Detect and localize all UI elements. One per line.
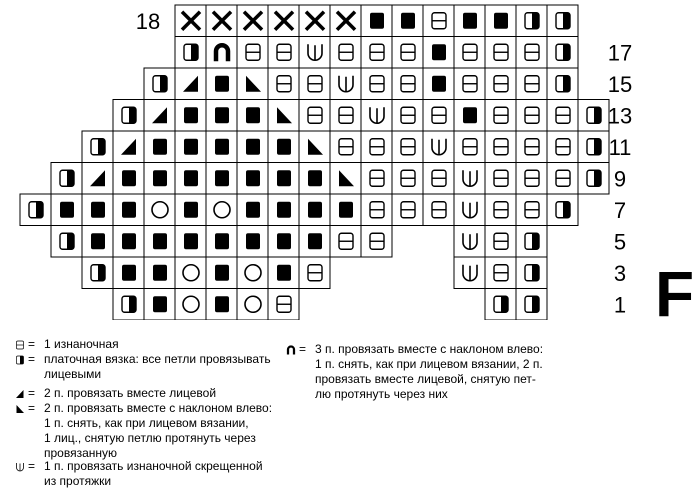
chart-cell-knit xyxy=(206,131,237,163)
legend-text: 3 п. провязать вместе с наклоном влево: 1 п. снять, как при лицевом вязании, 2 п. провязать вместе лицевой, снятую пет- лю протянуть через них xyxy=(315,342,544,401)
chart-cell-purl xyxy=(299,257,330,289)
chart-cell-garter-knit xyxy=(82,131,113,163)
chart-cell-purl xyxy=(268,289,299,321)
chart-cell-knit xyxy=(144,163,175,195)
chart-cell-purl xyxy=(330,37,361,69)
legend-text: 1 п. провязать изнаночной скрещенной из протяжки xyxy=(44,459,263,488)
legend-item-k2tog xyxy=(12,386,216,401)
chart-cell-yarn-over xyxy=(144,194,175,226)
legend-item-purl-through-back-loop xyxy=(12,459,263,489)
chart-cell-knit xyxy=(51,194,82,226)
chart-cell-purl xyxy=(516,194,547,226)
chart-cell-knit xyxy=(268,131,299,163)
purl-icon xyxy=(12,338,28,352)
chart-cell-knit xyxy=(175,226,206,258)
chart-cell-knit xyxy=(237,100,268,132)
chart-cell-knit xyxy=(113,194,144,226)
chart-cell-knit xyxy=(237,194,268,226)
chart-cell-ssk xyxy=(299,131,330,163)
chart-cell-garter-knit xyxy=(516,289,547,321)
legend-equals: = xyxy=(299,342,307,356)
chart-cell-knit xyxy=(144,131,175,163)
chart-cell-no-stitch xyxy=(206,5,237,37)
chart-cell-purl xyxy=(268,37,299,69)
chart-cell-3-together-left xyxy=(206,37,237,69)
chart-cell-purl-through-back-loop xyxy=(454,194,485,226)
chart-cell-knit xyxy=(144,289,175,321)
chart-cell-yarn-over xyxy=(237,289,268,321)
chart-cell-purl xyxy=(516,100,547,132)
purl-through-back-loop-icon xyxy=(12,460,28,474)
chart-cell-knit xyxy=(144,226,175,258)
chart-cell-knit xyxy=(82,226,113,258)
chart-cell-purl xyxy=(361,163,392,195)
row-number-label: 1 xyxy=(613,292,627,318)
chart-cell-purl xyxy=(330,131,361,163)
chart-cell-purl xyxy=(392,163,423,195)
chart-cell-purl xyxy=(392,100,423,132)
diagram-letter: F xyxy=(655,258,695,330)
chart-cell-purl-through-back-loop xyxy=(423,131,454,163)
chart-cell-garter-knit xyxy=(113,289,144,321)
chart-cell-garter-knit xyxy=(578,131,609,163)
chart-cell-purl xyxy=(485,163,516,195)
legend-text: 1 изнаночная xyxy=(44,337,119,351)
chart-cell-purl xyxy=(485,37,516,69)
chart-cell-knit xyxy=(299,163,330,195)
chart-cell-k2tog xyxy=(113,131,144,163)
chart-cell-garter-knit xyxy=(113,100,144,132)
chart-cell-knit xyxy=(361,5,392,37)
chart-cell-purl xyxy=(392,131,423,163)
chart-cell-knit xyxy=(206,100,237,132)
chart-cell-yarn-over xyxy=(175,257,206,289)
chart-cell-garter-knit xyxy=(20,194,51,226)
chart-cell-purl-through-back-loop xyxy=(454,226,485,258)
chart-cell-garter-knit xyxy=(547,68,578,100)
chart-cell-knit xyxy=(299,226,330,258)
chart-cell-purl-through-back-loop xyxy=(299,37,330,69)
chart-cell-garter-knit xyxy=(578,163,609,195)
chart-cell-purl-through-back-loop xyxy=(454,163,485,195)
chart-cell-purl xyxy=(392,194,423,226)
chart-cell-garter-knit xyxy=(51,163,82,195)
legend-item-purl xyxy=(12,337,119,352)
chart-cell-purl xyxy=(547,100,578,132)
legend-text: 2 п. провязать вместе лицевой xyxy=(44,386,217,400)
chart-cell-knit xyxy=(175,163,206,195)
k2tog-icon xyxy=(12,387,28,401)
chart-cell-purl xyxy=(485,194,516,226)
row-number-label: 15 xyxy=(607,71,633,97)
chart-cell-knit xyxy=(206,257,237,289)
chart-cell-knit xyxy=(113,257,144,289)
chart-cell-knit xyxy=(268,163,299,195)
chart-cell-purl xyxy=(454,37,485,69)
ssk-icon xyxy=(12,402,28,416)
chart-cell-purl xyxy=(516,37,547,69)
row-number-label: 3 xyxy=(613,260,627,286)
chart-cell-garter-knit xyxy=(144,68,175,100)
chart-cell-k2tog xyxy=(82,163,113,195)
chart-cell-knit xyxy=(268,226,299,258)
chart-cell-knit xyxy=(206,289,237,321)
chart-cell-purl xyxy=(516,68,547,100)
chart-cell-knit xyxy=(423,68,454,100)
chart-cell-purl xyxy=(268,68,299,100)
chart-cell-purl xyxy=(361,194,392,226)
chart-cell-knit xyxy=(237,226,268,258)
chart-cell-knit xyxy=(423,37,454,69)
chart-cell-knit xyxy=(237,131,268,163)
legend-item-garter-knit xyxy=(12,352,271,382)
chart-cell-knit xyxy=(175,131,206,163)
row-number-label: 13 xyxy=(607,103,633,129)
chart-cell-no-stitch xyxy=(330,5,361,37)
chart-cell-ssk xyxy=(237,68,268,100)
legend-equals: = xyxy=(28,337,36,351)
row-number-label: 11 xyxy=(608,134,632,160)
chart-cell-knit xyxy=(175,194,206,226)
chart-cell-purl-through-back-loop xyxy=(330,68,361,100)
chart-cell-purl-through-back-loop xyxy=(454,257,485,289)
legend-text: 2 п. провязать вместе с наклоном влево: 1 п. снять, как при лицевом вязании, 1 лиц., снятую петлю протянуть через провязанную xyxy=(44,401,273,460)
chart-cell-knit xyxy=(454,100,485,132)
chart-cell-purl xyxy=(423,100,454,132)
chart-cell-purl xyxy=(392,68,423,100)
chart-cell-garter-knit xyxy=(516,226,547,258)
chart-cell-garter-knit xyxy=(578,100,609,132)
garter-knit-icon xyxy=(12,353,28,367)
chart-cell-ssk xyxy=(268,100,299,132)
chart-cell-purl xyxy=(361,226,392,258)
chart-cell-knit xyxy=(113,226,144,258)
chart-cell-garter-knit xyxy=(547,37,578,69)
chart-cell-purl xyxy=(392,37,423,69)
legend-text: платочная вязка: все петли провязывать лицевыми xyxy=(44,352,271,381)
chart-cell-purl xyxy=(454,68,485,100)
chart-cell-garter-knit xyxy=(516,257,547,289)
chart-cell-ssk xyxy=(330,163,361,195)
chart-cell-knit xyxy=(454,5,485,37)
chart-cell-knit xyxy=(485,5,516,37)
chart-cell-knit xyxy=(237,163,268,195)
chart-cell-knit xyxy=(206,226,237,258)
chart-cell-k2tog xyxy=(175,68,206,100)
chart-cell-purl xyxy=(547,163,578,195)
chart-cell-garter-knit xyxy=(51,226,82,258)
chart-cell-no-stitch xyxy=(268,5,299,37)
chart-cell-no-stitch xyxy=(237,5,268,37)
legend-equals: = xyxy=(28,401,36,415)
chart-cell-purl xyxy=(516,131,547,163)
chart-cell-knit xyxy=(144,257,175,289)
chart-cell-purl xyxy=(547,131,578,163)
legend-equals: = xyxy=(28,386,36,400)
chart-grid xyxy=(20,5,609,320)
chart-cell-purl xyxy=(423,163,454,195)
chart-cell-knit xyxy=(206,68,237,100)
chart-cell-knit xyxy=(268,257,299,289)
chart-cell-garter-knit xyxy=(485,289,516,321)
chart-cell-garter-knit xyxy=(516,5,547,37)
chart-cell-purl xyxy=(299,68,330,100)
chart-cell-purl xyxy=(361,68,392,100)
chart-cell-purl xyxy=(237,37,268,69)
row-number-label: 17 xyxy=(607,40,633,66)
chart-cell-knit xyxy=(206,163,237,195)
chart-cell-knit xyxy=(392,5,423,37)
legend-item-ssk xyxy=(12,401,272,461)
chart-cell-knit xyxy=(82,194,113,226)
chart-cell-purl xyxy=(454,131,485,163)
chart-cell-yarn-over xyxy=(175,289,206,321)
row-number-label: 7 xyxy=(613,197,627,223)
chart-cell-garter-knit xyxy=(547,5,578,37)
row-number-label: 5 xyxy=(613,229,627,255)
chart-cell-garter-knit xyxy=(82,257,113,289)
chart-cell-knit xyxy=(330,194,361,226)
chart-cell-purl xyxy=(516,163,547,195)
row-number-label: 18 xyxy=(135,8,161,34)
chart-cell-purl xyxy=(299,100,330,132)
chart-cell-purl xyxy=(423,5,454,37)
legend-equals: = xyxy=(28,459,36,473)
chart-cell-no-stitch xyxy=(175,5,206,37)
chart-cell-purl xyxy=(361,37,392,69)
chart-cell-yarn-over xyxy=(206,194,237,226)
chart-cell-purl xyxy=(330,100,361,132)
chart-cell-k2tog xyxy=(144,100,175,132)
chart-cell-no-stitch xyxy=(299,5,330,37)
chart-cell-knit xyxy=(268,194,299,226)
legend-equals: = xyxy=(28,352,36,366)
chart-cell-purl xyxy=(423,194,454,226)
row-number-label: 9 xyxy=(613,166,627,192)
chart-cell-purl xyxy=(485,68,516,100)
chart-cell-purl xyxy=(330,226,361,258)
chart-cell-purl-through-back-loop xyxy=(361,100,392,132)
chart-cell-purl xyxy=(485,100,516,132)
chart-cell-purl xyxy=(485,257,516,289)
3-together-left-icon xyxy=(283,343,299,357)
chart-cell-purl xyxy=(361,131,392,163)
chart-cell-knit xyxy=(175,100,206,132)
chart-cell-knit xyxy=(113,163,144,195)
chart-cell-knit xyxy=(299,194,330,226)
chart-cell-purl xyxy=(485,131,516,163)
chart-cell-garter-knit xyxy=(175,37,206,69)
legend-item-3-together-left xyxy=(283,342,543,402)
chart-cell-garter-knit xyxy=(547,194,578,226)
chart-cell-purl xyxy=(485,226,516,258)
chart-cell-yarn-over xyxy=(237,257,268,289)
